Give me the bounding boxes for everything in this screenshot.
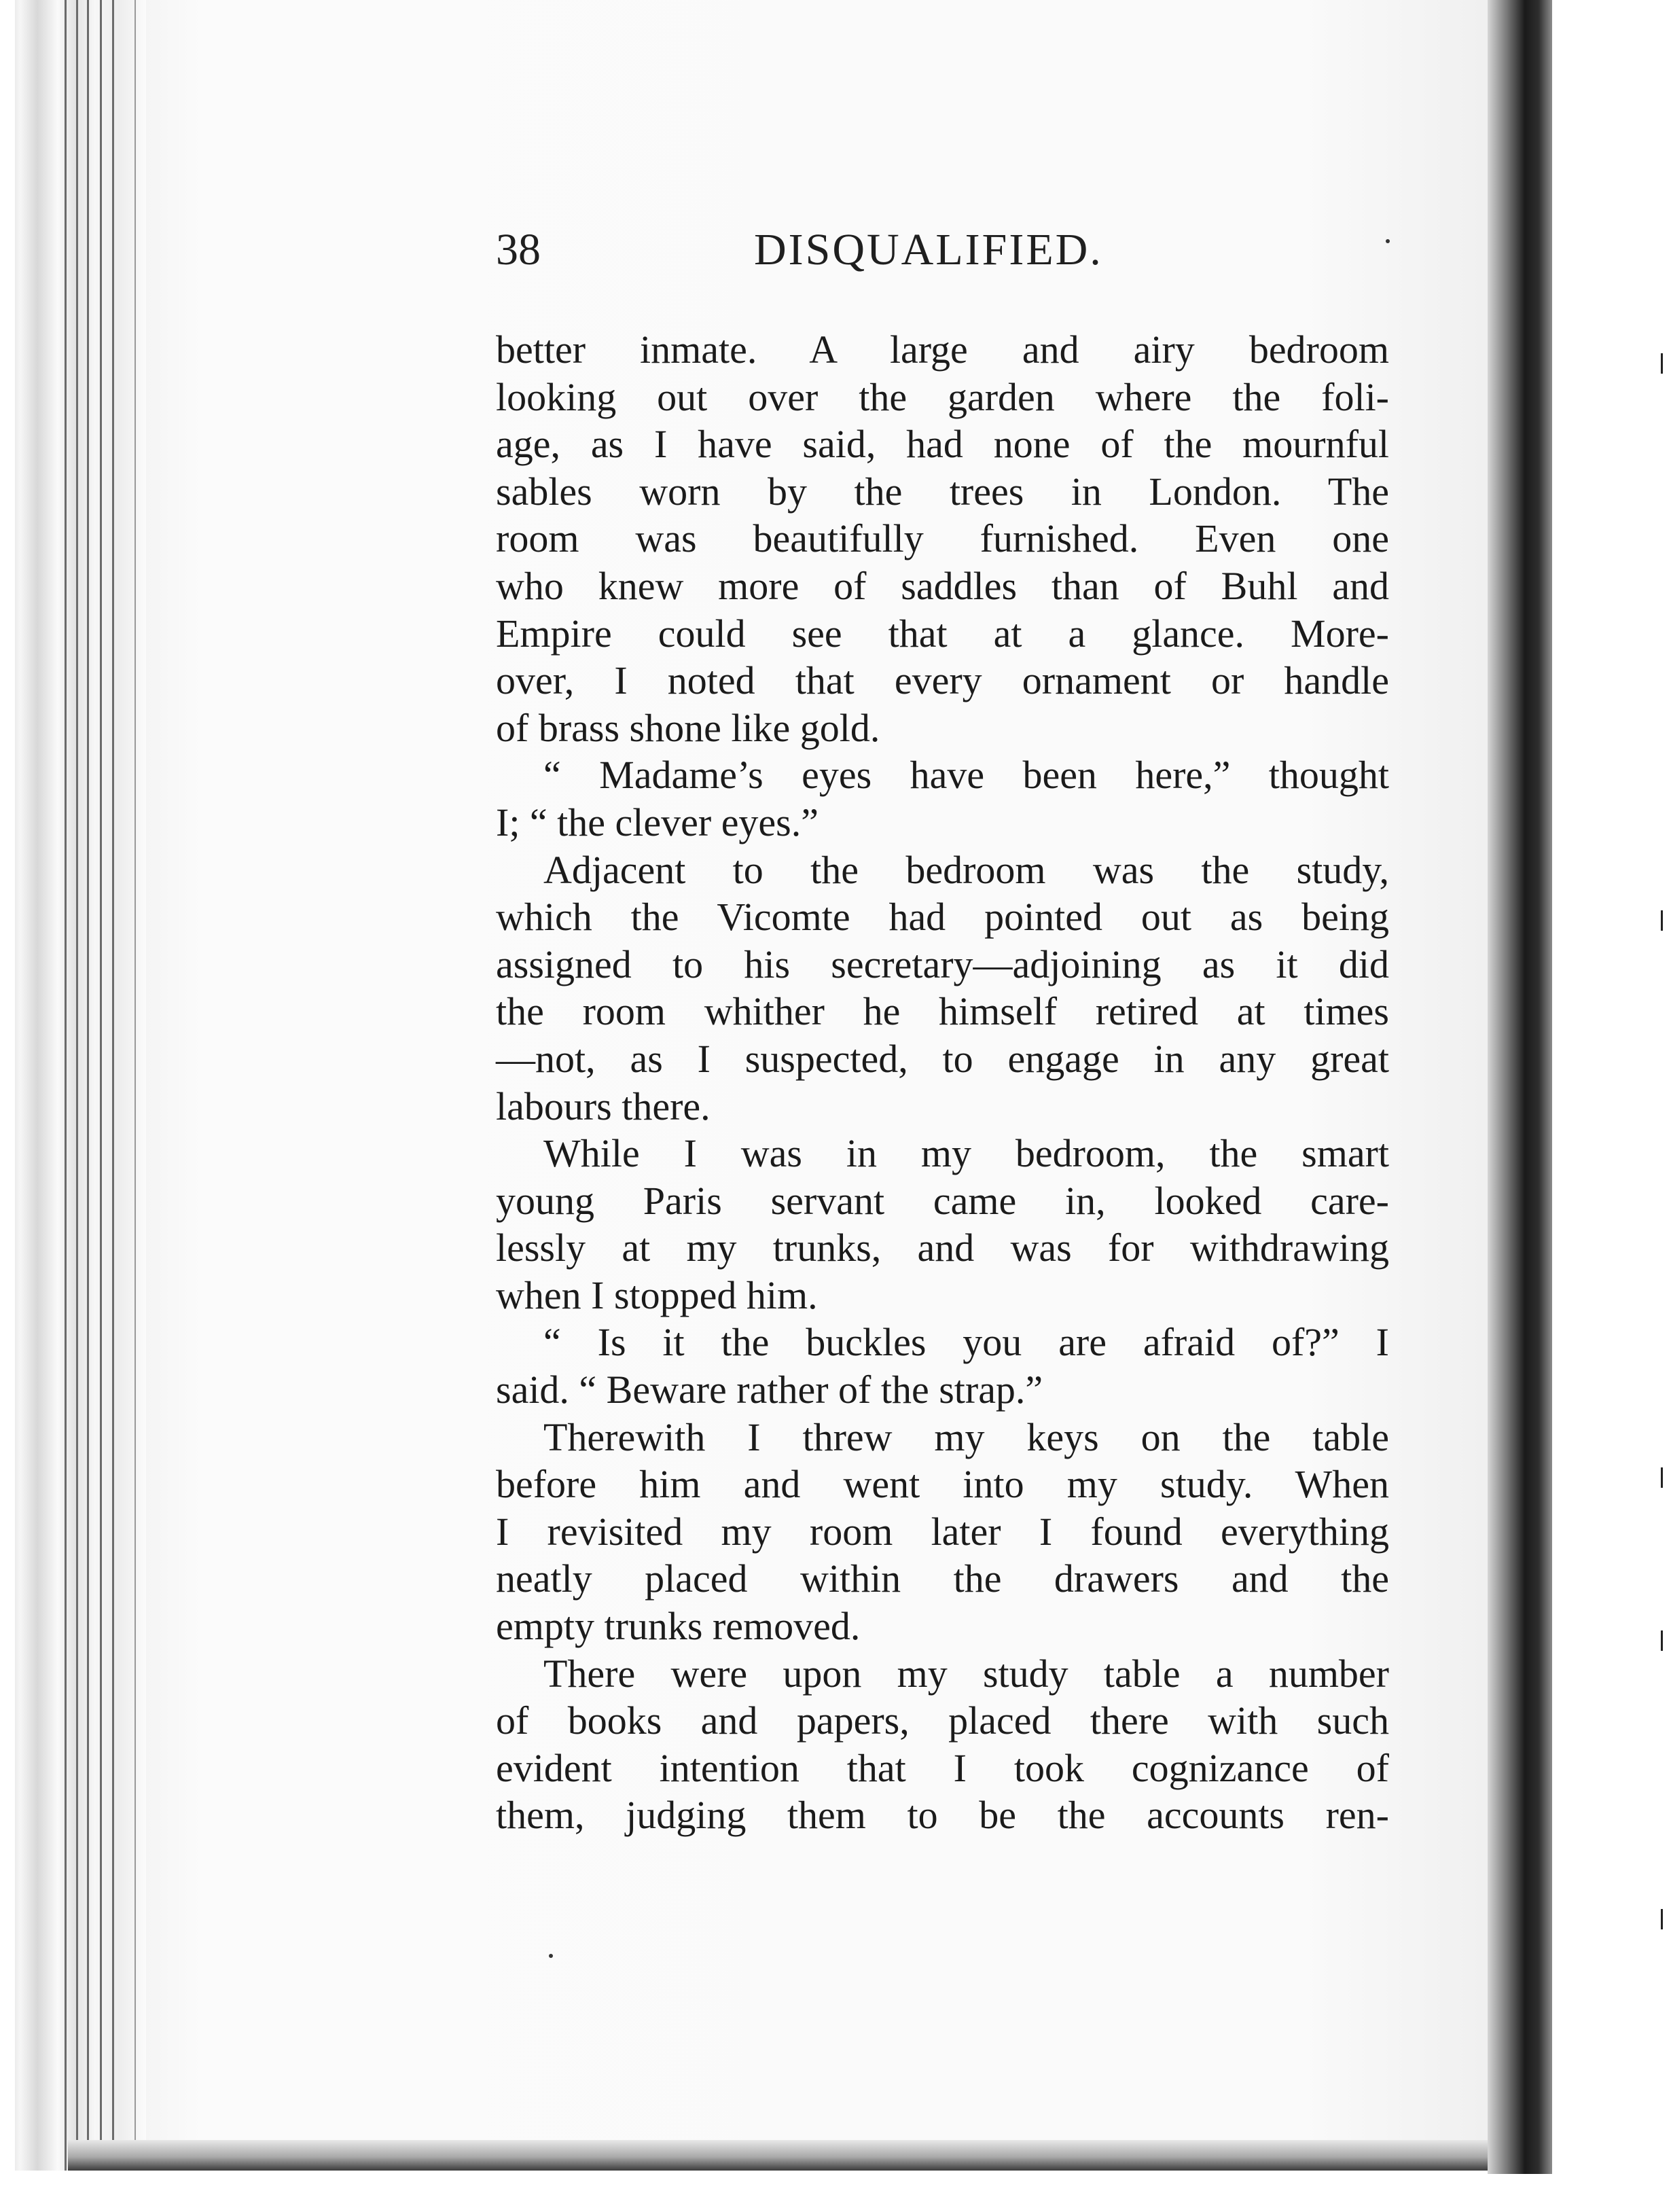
text-line: them, judging them to be the accounts ren-: [496, 1793, 1389, 1838]
page-body-text: [496, 326, 1389, 1839]
text-line: sables worn by the trees in London. The: [496, 469, 1389, 514]
text-line: assigned to his secretary—adjoining as it did: [496, 942, 1389, 986]
text-line: looking out over the garden where the foli-: [496, 374, 1389, 419]
text-line: Therewith I threw my keys on the table: [543, 1414, 1389, 1459]
speck: [1386, 239, 1390, 243]
text-line: age, as I have said, had none of the mournful: [496, 422, 1389, 467]
text-line: While I was in my bedroom, the smart: [543, 1131, 1389, 1176]
text-line: young Paris servant came in, looked care-: [496, 1178, 1389, 1223]
text-line: —not, as I suspected, to engage in any great: [496, 1036, 1389, 1081]
scan-bottom-margin: [0, 2171, 1671, 2212]
page-edge-line: [112, 0, 114, 2212]
page-edge-line: [87, 0, 89, 2212]
text-line: empty trunks removed.: [496, 1604, 861, 1649]
facing-page-edge: [1552, 0, 1671, 2212]
text-line: of brass shone like gold.: [496, 705, 880, 750]
text-line: of books and papers, placed there with such: [496, 1698, 1389, 1743]
facing-page-glyph: [1661, 910, 1671, 931]
text-line: who knew more of saddles than of Buhl and: [496, 563, 1389, 608]
book-spine-gutter: [1488, 0, 1552, 2174]
text-line: “ Is it the buckles you are afraid of?” I: [543, 1320, 1389, 1365]
text-line: over, I noted that every ornament or handle: [496, 658, 1389, 703]
text-line: when I stopped him.: [496, 1272, 818, 1317]
facing-page-glyph: [1661, 353, 1671, 374]
page-edge-line: [76, 0, 78, 2212]
page-edge-line: [134, 0, 136, 2212]
running-title: DISQUALIFIED.: [754, 225, 1103, 274]
text-line: labours there.: [496, 1084, 711, 1128]
facing-page-glyph: [1661, 1630, 1671, 1651]
page-number: 38: [496, 225, 541, 274]
page-bottom-edge: [68, 2140, 1535, 2171]
text-line: said. “ Beware rather of the strap.”: [496, 1368, 1043, 1412]
text-line: Adjacent to the bedroom was the study,: [543, 847, 1389, 892]
page-edge-line: [65, 0, 67, 2212]
text-line: room was beautifully furnished. Even one: [496, 516, 1389, 561]
text-line: Empire could see that at a glance. More-: [496, 611, 1389, 656]
text-line: before him and went into my study. When: [496, 1462, 1389, 1507]
facing-page-glyph: [1661, 1909, 1671, 1929]
facing-page-glyph: [1661, 1467, 1671, 1488]
text-line: I revisited my room later I found everything: [496, 1509, 1389, 1554]
page-edge-line: [100, 0, 102, 2212]
text-line: evident intention that I took cognizance of: [496, 1745, 1389, 1790]
page-stack-edge: [0, 0, 146, 2212]
text-line: which the Vicomte had pointed out as being: [496, 895, 1389, 940]
text-line: lessly at my trunks, and was for withdrawing: [496, 1226, 1389, 1270]
text-line: neatly placed within the drawers and the: [496, 1556, 1389, 1601]
speck: [549, 1954, 553, 1958]
scan-margin: [0, 0, 15, 2212]
text-line: the room whither he himself retired at times: [496, 989, 1389, 1034]
text-line: better inmate. A large and airy bedroom: [496, 327, 1389, 372]
text-line: There were upon my study table a number: [543, 1651, 1389, 1696]
text-line: I; “ the clever eyes.”: [496, 800, 819, 844]
text-line: “ Madame’s eyes have been here,” thought: [543, 753, 1389, 798]
